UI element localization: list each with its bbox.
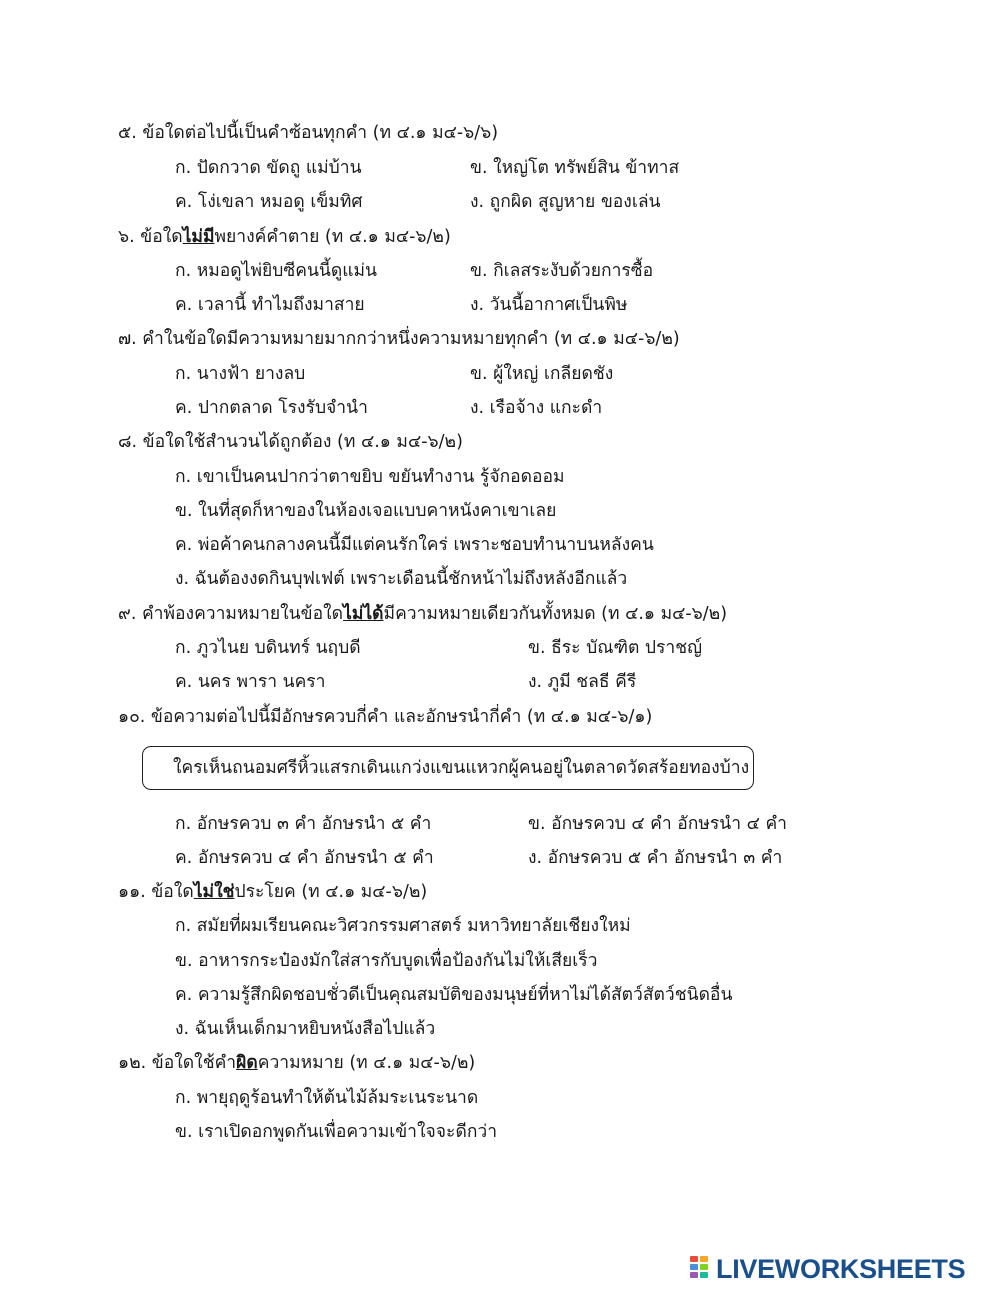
question-5-option-d: ง. ถูกผิด สูญหาย ของเล่น [470,192,661,212]
question-6-option-c: ค. เวลานี้ ทำไมถึงมาสาย [175,295,365,315]
question-12-prefix: ๑๒. ข้อใดใช้คำ [118,1053,237,1073]
question-5-title: ๕. ข้อใดต่อไปนี้เป็นคำซ้อนทุกคำ (ท ๔.๑ ม๔-๖/๖) [118,123,499,143]
question-9-option-a: ก. ภูวไนย บดินทร์ นฤบดี [175,638,361,658]
question-6-option-b: ข. กิเลสระงับด้วยการซื้อ [470,261,654,281]
liveworksheets-blocks-icon [690,1256,712,1282]
question-8-title: ๘. ข้อใดใช้สำนวนได้ถูกต้อง (ท ๔.๑ ม๔-๖/๒) [118,432,463,452]
question-11-suffix: ประโยค (ท ๔.๑ ม๔-๖/๒) [234,882,428,902]
question-10-option-d: ง. อักษรควบ ๕ คำ อักษรนำ ๓ คำ [528,848,783,868]
question-5-option-c: ค. โง่เขลา หมอดู เข็มทิศ [175,192,363,212]
question-10-option-a: ก. อักษรควบ ๓ คำ อักษรนำ ๕ คำ [175,814,432,834]
question-7-option-c: ค. ปากตลาด โรงรับจำนำ [175,398,368,418]
question-11-option-a: ก. สมัยที่ผมเรียนคณะวิศวกรรมศาสตร์ มหาวิทยาลัยเชียงใหม่ [175,916,631,936]
question-12-option-a: ก. พายุฤดูร้อนทำให้ต้นไม้ล้มระเนระนาด [175,1088,479,1108]
question-11-option-d: ง. ฉันเห็นเด็กมาหยิบหนังสือไปแล้ว [175,1019,436,1039]
question-12-option-b: ข. เราเปิดอกพูดกันเพื่อความเข้าใจจะดีกว่า [175,1122,498,1142]
question-6-title [118,226,451,248]
question-7-option-a: ก. นางฟ้า ยางลบ [175,364,306,384]
question-10-option-c: ค. อักษรควบ ๔ คำ อักษรนำ ๕ คำ [175,848,434,868]
question-9-suffix: มีความหมายเดียวกันทั้งหมด (ท ๔.๑ ม๔-๖/๒) [383,604,728,624]
question-10-title: ๑๐. ข้อความต่อไปนี้มีอักษรควบกี่คำ และอักษรนำกี่คำ (ท ๔.๑ ม๔-๖/๑) [118,707,653,727]
question-10-passage-box [142,746,754,790]
question-11-prefix: ๑๑. ข้อใด [118,882,194,902]
question-7-option-b: ข. ผู้ใหญ่ เกลียดชัง [470,364,614,384]
question-6-option-a: ก. หมอดูไพ่ยิบซีคนนี้ดูแม่น [175,261,378,281]
question-10-option-b: ข. อักษรควบ ๔ คำ อักษรนำ ๔ คำ [528,814,787,834]
question-9-prefix: ๙. คำพ้องความหมายในข้อใด [118,604,344,624]
question-5-option-b: ข. ใหญ่โต ทรัพย์สิน ข้าทาส [470,158,680,178]
question-6-option-d: ง. วันนี้อากาศเป็นพิษ [470,295,628,315]
question-8-option-c: ค. พ่อค้าคนกลางคนนี้มีแต่คนรักใคร่ เพราะชอบทำนาบนหลังคน [175,535,654,555]
liveworksheets-wordmark: LIVEWORKSHEETS [716,1253,966,1284]
question-9-option-d: ง. ภูมี ชลธี คีรี [528,672,637,692]
question-8-option-a: ก. เขาเป็นคนปากว่าตาขยิบ ขยันทำงาน รู้จักอดออม [175,467,565,487]
question-12-title [118,1052,475,1074]
question-9-title [118,603,727,625]
question-8-option-b: ข. ในที่สุดก็หาของในห้องเจอแบบคาหนังคาเขาเลย [175,501,557,521]
question-7-option-d: ง. เรือจ้าง แกะดำ [470,398,603,418]
question-11-title [118,881,427,903]
question-12-emphasis: ผิด [236,1053,258,1073]
question-12-suffix: ความหมาย (ท ๔.๑ ม๔-๖/๒) [257,1053,476,1073]
question-9-option-b: ข. ธีระ บัณฑิต ปราชญ์ [528,638,703,658]
question-6-prefix: ๖. ข้อใด [118,227,183,247]
question-11-emphasis: ไม่ใช่ [193,882,235,902]
question-6-emphasis: ไม่มี [182,227,215,247]
question-11-option-b: ข. อาหารกระป๋องมักใส่สารกับบูดเพื่อป้องกันไม่ให้เสียเร็ว [175,951,598,971]
question-11-option-c: ค. ความรู้สึกผิดชอบชั่วดีเป็นคุณสมบัติของมนุษย์ที่หาไม่ได้สัตว์สัตว์ชนิดอื่น [175,985,733,1005]
question-7-title: ๗. คำในข้อใดมีความหมายมากกว่าหนึ่งความหมายทุกคำ (ท ๔.๑ ม๔-๖/๒) [118,329,680,349]
question-6-suffix: พยางค์คำตาย (ท ๔.๑ ม๔-๖/๒) [214,227,451,247]
question-5-option-a: ก. ปัดกวาด ขัดถู แม่บ้าน [175,158,362,178]
question-9-emphasis: ไม่ได้ [343,604,384,624]
question-8-option-d: ง. ฉันต้องงดกินบุฟเฟต์ เพราะเดือนนี้ชักหน้าไม่ถึงหลังอีกแล้ว [175,569,628,589]
liveworksheets-logo [690,1252,965,1286]
question-10-passage: ใครเห็นถนอมศรีหิ้วแสรกเดินแกว่งแขนแหวกผู้คนอยู่ในตลาดวัดสร้อยทองบ้าง [173,758,750,778]
question-9-option-c: ค. นคร พารา นครา [175,672,326,692]
